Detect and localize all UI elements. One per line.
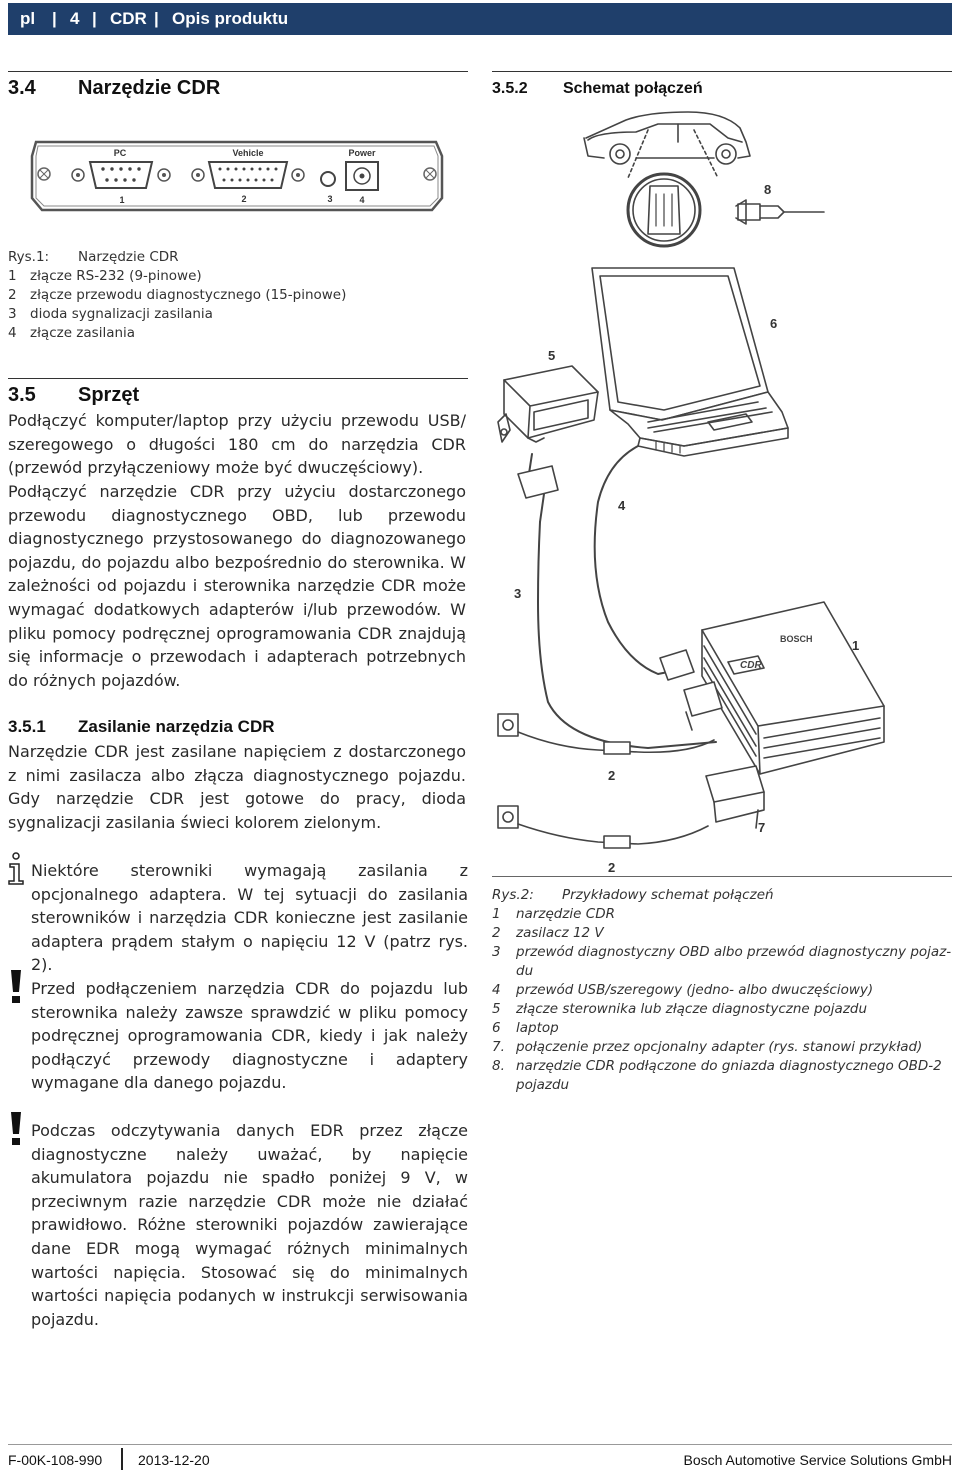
figure-label: Rys.2:: [492, 887, 534, 903]
wall-socket-icon: [498, 806, 518, 828]
adapter-icon: [706, 766, 764, 828]
connection-diagram: [488, 102, 952, 872]
figure-title: Narzędzie CDR: [78, 249, 179, 265]
subsection-title: Zasilanie narzędzia CDR: [78, 717, 275, 736]
cdr-panel-drawing: [28, 136, 446, 216]
subsection-number: 3.5.2: [492, 80, 528, 97]
diagram-callout: 7: [758, 820, 766, 835]
port-label-vehicle: Vehicle: [232, 148, 264, 158]
laptop-icon: [592, 268, 788, 456]
section-number: 3.4: [8, 77, 36, 99]
diagram-callout: 5: [548, 348, 556, 363]
power-led-icon: [321, 172, 335, 186]
list-item: 2 zasilacz 12 V: [492, 925, 604, 941]
section-title: Narzędzie CDR: [78, 77, 221, 99]
list-item: 1 narzędzie CDR: [492, 906, 615, 922]
wall-socket-icon: [498, 714, 518, 736]
list-item: 3 dioda sygnalizacji zasilania: [8, 306, 213, 322]
list-item: 5 złącze sterownika lub złącze diagnostyczne pojazdu: [492, 1001, 868, 1017]
figure-label: Rys.1:: [8, 249, 50, 265]
header-lang: pl: [20, 9, 36, 28]
warning-icon: [8, 970, 24, 1004]
diagram-callout: 2: [608, 860, 616, 872]
figure-rule: [492, 876, 952, 877]
header-page: 4: [70, 9, 80, 28]
list-item: 8. narzędzie CDR podłączone do gniazda diagnostycznego OBD-2: [492, 1058, 942, 1074]
list-item-continuation: du: [516, 963, 534, 979]
header-chapter: CDR: [110, 9, 147, 28]
port-number: 2: [241, 194, 247, 204]
screw-icon: [424, 168, 436, 180]
list-item-continuation: pojazdu: [516, 1077, 570, 1093]
header-bar: [8, 3, 952, 35]
diagram-callout: 6: [770, 316, 778, 331]
paragraph: Podłączyć komputer/laptop przy użyciu przewodu USB/ szeregowego o długości 180 cm do narzędzia CDR (przewód przyłączeniowy może być dwuczęściowy).: [8, 411, 466, 478]
header-sep: |: [154, 9, 159, 28]
info-icon: [6, 852, 26, 886]
figure-caption: [492, 886, 952, 1095]
header-sep: |: [52, 9, 57, 28]
info-note: Niektóre sterowniki wymagają zasilania z opcjonalnego adaptera. W tej sytuacji do zasilania sterowników i narzędzia CDR konieczne jest zasilanie adaptera prądem stałym o napięciu 12 V (patrz rys. 2).: [31, 861, 468, 975]
diagram-callout: 8: [764, 182, 772, 197]
diagram-callout: 3: [514, 586, 522, 601]
port-number: 1: [119, 195, 125, 205]
port-label-power: Power: [348, 148, 376, 158]
car-icon: [584, 112, 750, 164]
port-label-pc: PC: [113, 148, 127, 158]
header-sep: |: [92, 9, 97, 28]
warning-note: Przed podłączeniem narzędzia CDR do pojazdu lub sterownika należy zawsze sprawdzić w pliku pomocy podręcznej oprogramowania CDR, kiedy i jak należy podłączyć przewody diagnostyczne i adaptery wymagane dla danego pojazdu.: [31, 979, 468, 1093]
section-rule: [8, 71, 468, 72]
footer-rule: [8, 1444, 952, 1445]
paragraph: Podłączyć narzędzie CDR przy użyciu dostarczonego przewodu diagnostycznego OBD, lub przewodu diagnostycznego przystosowanego do diagnozowanego pojazdu, do pojazdu albo bezpośrednio do sterownika. W zależności od pojazdu i sterownika narzędzie CDR może wymagać dodatkowych adapterów i/lub przewodów. W pliku pomocy podręcznej oprogramowania CDR znajdują się informacje o przewodach i adapterach potrzebnych do różnych pojazdów.: [8, 482, 466, 690]
device-name: CDR: [740, 660, 762, 671]
port-number: 3: [327, 194, 333, 204]
section-title: Sprzęt: [78, 384, 140, 406]
figure-title: Przykładowy schemat połączeń: [562, 887, 774, 903]
power-socket-icon: [346, 162, 378, 190]
header-title: Opis produktu: [172, 9, 289, 28]
list-item: 4 złącze zasilania: [8, 325, 136, 341]
footer-date: 2013-12-20: [138, 1452, 210, 1468]
list-item: 4 przewód USB/szeregowy (jedno- albo dwuczęściowy): [492, 982, 874, 998]
list-item: 7. połączenie przez opcjonalny adapter (rys. stanowi przykład): [492, 1039, 923, 1055]
footer-separator: [121, 1448, 123, 1470]
diagram-callout: 2: [608, 768, 616, 783]
warning-note: Podczas odczytywania danych EDR przez złącze diagnostyczne należy uważać, by napięcie akumulatora pojazdu nie spadło poniżej 9 V, w przeciwnym razie narzędzie CDR może nie działać prawidłowo. Różne sterowniki pojazdów zawierające dane EDR mogą wymagać różnych minimalnych wartości napięcia. Stosować się do minimalnych wartości napięcia podanych w instrukcji serwisowania pojazdu.: [31, 1121, 468, 1329]
list-item: 2 złącze przewodu diagnostycznego (15-pinowe): [8, 287, 347, 303]
device-brand: BOSCH: [780, 634, 813, 644]
cdr-device-icon: [702, 602, 884, 774]
paragraph: Narzędzie CDR jest zasilane napięciem z dostarczonego z nimi zasilacza albo złącza diagnostycznego pojazdu. Gdy narzędzie CDR jest gotowe do pracy, dioda sygnalizacji zasilania świeci kolorem zielonym.: [8, 742, 466, 832]
list-item: 6 laptop: [492, 1020, 559, 1036]
warning-icon: [8, 1112, 24, 1146]
obd-socket-icon: [628, 174, 700, 246]
section-number: 3.5: [8, 384, 36, 406]
diagram-callout: 1: [852, 638, 860, 653]
section-rule: [8, 378, 468, 379]
screw-icon: [38, 168, 50, 180]
figure-caption: [8, 248, 468, 343]
subsection-title: Schemat połączeń: [563, 80, 703, 97]
subsection-number: 3.5.1: [8, 717, 46, 736]
footer-company: Bosch Automotive Service Solutions GmbH: [683, 1452, 952, 1468]
list-item: 1 złącze RS-232 (9-pinowe): [8, 268, 202, 284]
footer-doc-code: F-00K-108-990: [8, 1452, 103, 1468]
diagram-callout: 4: [618, 498, 626, 513]
port-number: 4: [359, 195, 365, 205]
section-rule: [492, 71, 952, 72]
list-item: 3 przewód diagnostyczny OBD albo przewód diagnostyczny pojaz-: [492, 944, 952, 960]
obd-plug-icon: [736, 200, 824, 224]
ecu-connector-icon: [498, 366, 598, 442]
